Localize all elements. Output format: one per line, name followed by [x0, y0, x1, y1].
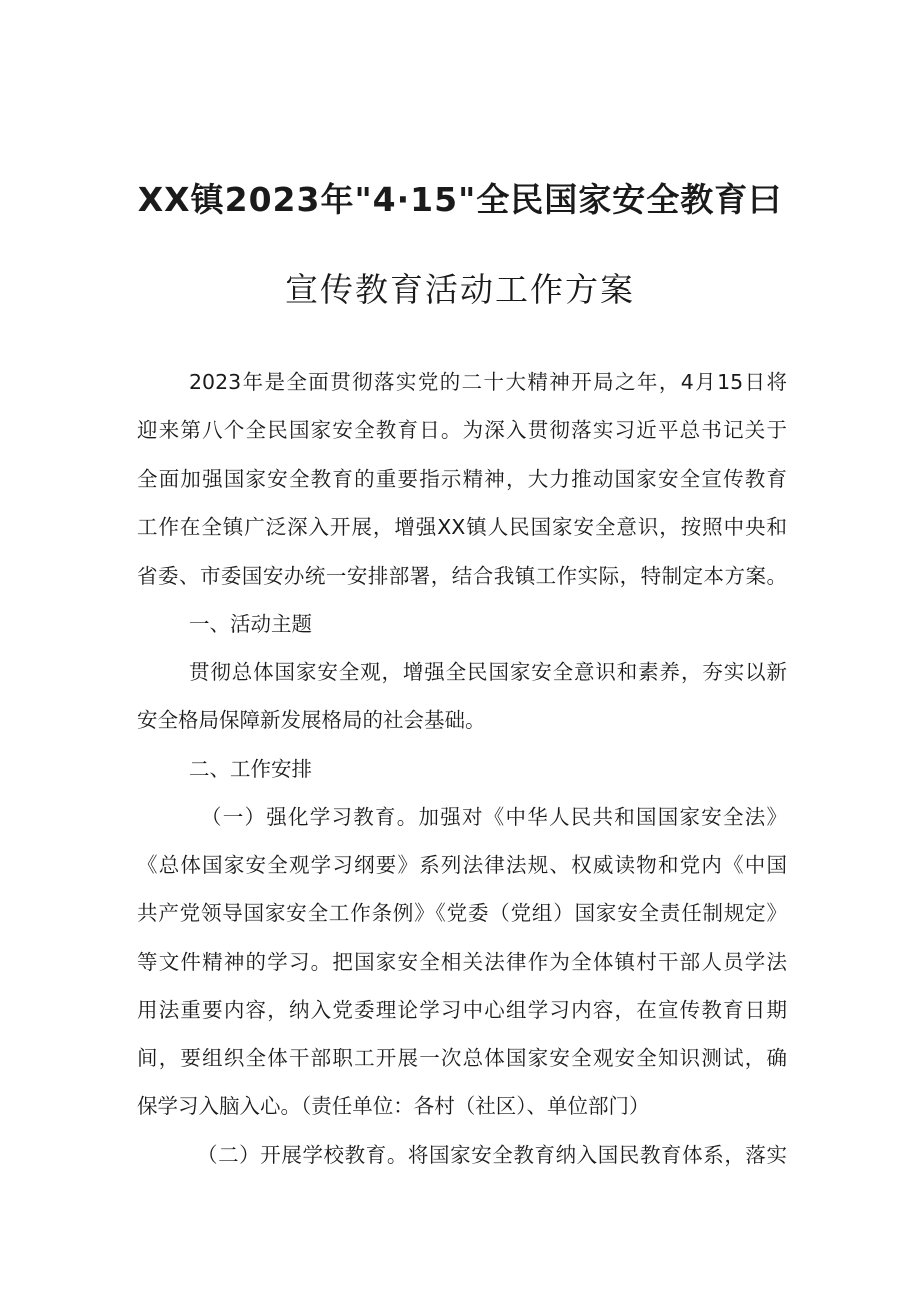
section-heading: 二、工作安排 [189, 757, 312, 781]
paragraph-line: 贯彻总体国家安全观，增强全民国家安全意识和素养，夯实以新 [189, 660, 787, 684]
section-heading: 一、活动主题 [189, 612, 312, 636]
paragraph-line: 迎来第八个全民国家安全教育日。为深入贯彻落实习近平总书记关于 [137, 418, 787, 442]
paragraph-line: 用法重要内容，纳入党委理论学习中心组学习内容，在宣传教育日期 [137, 998, 787, 1022]
paragraph-line: 《总体国家安全观学习纲要》系列法律法规、权威读物和党内《中国 [137, 853, 787, 877]
paragraph-line: 共产党领导国家安全工作条例》《党委（党组）国家安全责任制规定》 [137, 901, 787, 925]
paragraph-line: 等文件精神的学习。把国家安全相关法律作为全体镇村干部人员学法 [137, 950, 787, 974]
document-title-line-2: 宣传教育活动工作方案 [285, 270, 635, 309]
paragraph-line: 安全格局保障新发展格局的社会基础。 [137, 708, 486, 732]
paragraph-line: 省委、市委国安办统一安排部署，结合我镇工作实际，特制定本方案。 [137, 564, 787, 588]
paragraph-line: （二）开展学校教育。将国家安全教育纳入国民教育体系，落实 [197, 1143, 787, 1167]
paragraph-line: 全面加强国家安全教育的重要指示精神，大力推动国家安全宣传教育 [137, 467, 787, 491]
paragraph-line: （一）强化学习教育。加强对《中华人民共和国国家安全法》 [201, 805, 787, 829]
paragraph-line: 间，要组织全体干部职工开展一次总体国家安全观安全知识测试，确 [137, 1046, 787, 1070]
paragraph-line: 保学习入脑入心。（责任单位：各村（社区）、单位部门） [137, 1094, 650, 1118]
paragraph-line: 工作在全镇广泛深入开展，增强XX镇人民国家安全意识，按照中央和 [137, 515, 787, 539]
document-title-line-1: XX镇2023年"4·15"全民国家安全教育曰 [137, 180, 783, 219]
paragraph-line: 2023年是全面贯彻落实党的二十大精神开局之年，4月15日将 [189, 370, 787, 394]
